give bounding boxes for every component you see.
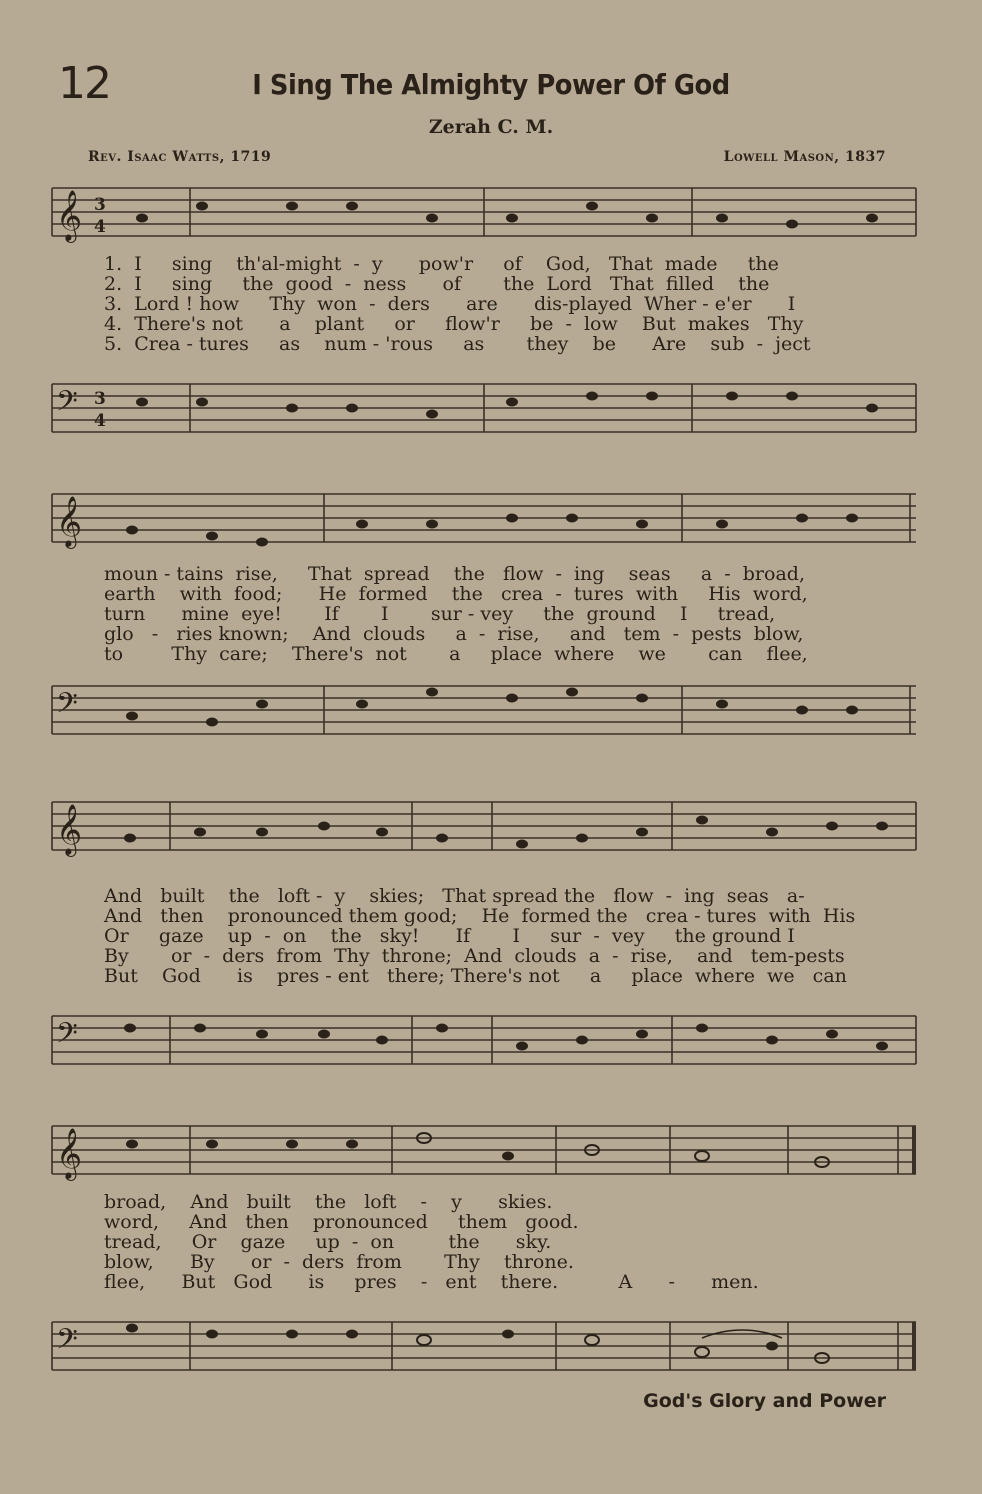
svg-text:𝄢: 𝄢 (56, 687, 78, 727)
lyric-verse-1: 1. I sing th'al-might - y pow'r of God, That made the (104, 253, 779, 275)
treble-staff-1 (52, 180, 916, 250)
svg-text:3: 3 (94, 195, 106, 215)
svg-text:4: 4 (94, 411, 106, 431)
svg-text:𝄢: 𝄢 (56, 385, 78, 425)
bass-staff-1 (52, 370, 916, 450)
lyric-verse-3: turn mine eye! If I sur - vey the ground I tread, (104, 603, 776, 625)
lyric-verse-1: moun - tains rise, That spread the flow - ing seas a - broad, (104, 563, 805, 585)
treble-staff-2 (52, 486, 916, 556)
svg-text:𝄢: 𝄢 (56, 1017, 78, 1057)
music-system-3 (52, 794, 916, 1074)
svg-text:𝄢: 𝄢 (56, 1323, 78, 1363)
lyric-verse-3: 3. Lord ! how Thy won - ders are dis-played Wher - e'er I (104, 293, 796, 315)
svg-text:𝄞: 𝄞 (56, 1128, 83, 1179)
music-system-2 (52, 486, 916, 746)
svg-text:𝄞: 𝄞 (56, 190, 83, 241)
lyric-verse-5: flee, But God is pres - ent there. A - men. (104, 1271, 759, 1293)
bottom-caption: God's Glory and Power (643, 1390, 886, 1412)
lyric-verse-3: Or gaze up - on the sky! If I sur - vey the ground I (104, 925, 795, 947)
bass-staff-4 (52, 1308, 916, 1388)
svg-text:𝄞: 𝄞 (56, 804, 83, 855)
lyric-verse-2: earth with food; He formed the crea - tures with His word, (104, 583, 808, 605)
music-system-4 (52, 1118, 916, 1388)
lyrics-system-4 (104, 1192, 904, 1292)
lyric-verse-5: 5. Crea - tures as num - 'rous as they be Are sub - ject (104, 333, 811, 355)
lyric-verse-4: blow, By or - ders from Thy throne. (104, 1251, 574, 1273)
lyrics-system-2 (104, 564, 904, 664)
lyric-verse-5: to Thy care; There's not a place where we can flee, (104, 643, 808, 665)
bass-staff-3 (52, 1002, 916, 1082)
hymn-title: I Sing The Almighty Power Of God (252, 68, 730, 101)
lyric-verse-2: 2. I sing the good - ness of the Lord That filled the (104, 273, 770, 295)
page-number: 12 (58, 58, 110, 109)
svg-text:3: 3 (94, 389, 106, 409)
lyrics-system-3 (104, 886, 904, 986)
tune-name: Zerah C. M. (428, 116, 554, 138)
music-system-1 (52, 180, 916, 440)
treble-staff-4 (52, 1118, 916, 1188)
lyric-verse-4: 4. There's not a plant or flow'r be - low But makes Thy (104, 313, 804, 335)
words-credit: Rev. Isaac Watts, 1719 (88, 149, 272, 165)
lyric-verse-4: glo - ries known; And clouds a - rise, and tem - pests blow, (104, 623, 804, 645)
lyrics-system-1 (104, 254, 904, 354)
lyric-verse-1: broad, And built the loft - y skies. (104, 1191, 553, 1213)
lyric-verse-2: And then pronounced them good; He formed the crea - tures with His (104, 905, 856, 927)
treble-staff-3 (52, 794, 916, 864)
lyric-verse-3: tread, Or gaze up - on the sky. (104, 1231, 552, 1253)
lyric-verse-2: word, And then pronounced them good. (104, 1211, 579, 1233)
lyric-verse-4: By or - ders from Thy throne; And clouds a - rise, and tem-pests (104, 945, 845, 967)
lyric-verse-1: And built the loft - y skies; That spread the flow - ing seas a- (104, 885, 805, 907)
lyric-verse-5: But God is pres - ent there; There's not a place where we can (104, 965, 847, 987)
bass-staff-2 (52, 672, 916, 752)
svg-text:4: 4 (94, 217, 106, 237)
svg-text:𝄞: 𝄞 (56, 496, 83, 547)
music-credit: Lowell Mason, 1837 (723, 149, 886, 165)
